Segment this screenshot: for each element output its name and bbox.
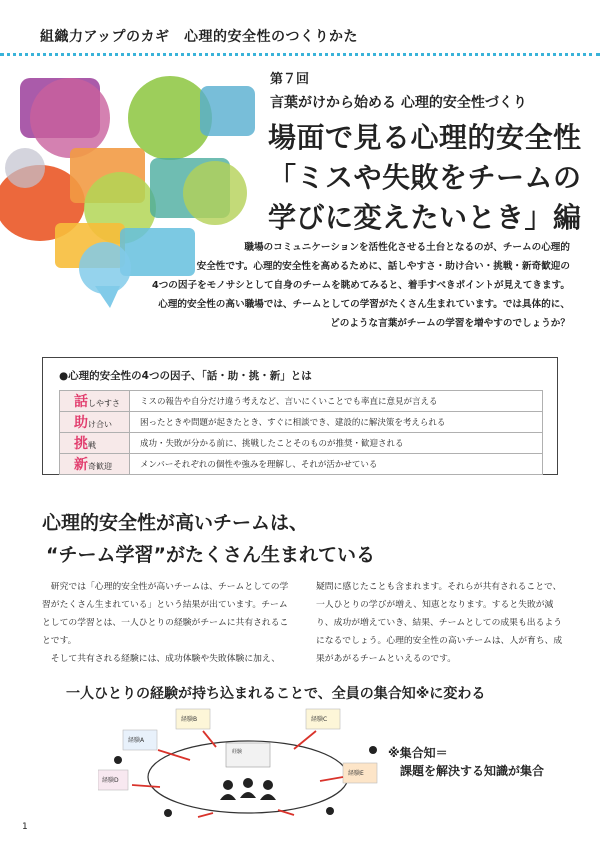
- main-title-line-3: 学びに変えたいとき」編: [268, 201, 582, 234]
- factor-key-big: 助: [74, 415, 88, 431]
- factors-box: [42, 357, 558, 475]
- note-line-2: 課題を解決する知識が集合: [400, 764, 545, 778]
- issue-number: 第７回: [270, 72, 310, 87]
- section-heading-line-1: 心理的安全性が高いチームは、: [42, 512, 309, 534]
- article-subtitle: 言葉がけから始める 心理的安全性づくり: [270, 95, 527, 111]
- team-members-icon: [220, 778, 276, 800]
- experience-label-c: 経験C: [311, 716, 328, 723]
- factor-row: [60, 454, 543, 475]
- body-column-right: [316, 578, 564, 668]
- collective-knowledge-diagram: [98, 705, 398, 820]
- bubble-green-right: [183, 161, 247, 225]
- lead-line-3: 4つの因子をモノサシとして自身のチームを眺めてみると、着手すべきポイントが見えてきます。: [152, 280, 570, 291]
- factor-key-small: け合い: [88, 420, 112, 429]
- factor-desc: メンバーそれぞれの個性や強みを理解し、それが活かせている: [130, 454, 543, 475]
- factor-key: [60, 412, 130, 433]
- bubble-green: [128, 76, 212, 160]
- factors-table: [59, 390, 543, 475]
- lead-paragraph: [100, 238, 570, 333]
- lead-line-5: どのような言葉がチームの学習を増やすのでしょうか？: [330, 318, 570, 329]
- factors-heading: ●心理的安全性の4つの因子、「話・助・挑・新」とは: [59, 370, 312, 382]
- factor-desc: 成功・失敗が分かる前に、挑戦したことそのものが推奨・歓迎される: [130, 433, 543, 454]
- factor-key-big: 新: [74, 457, 88, 473]
- factor-key-small: 戦: [88, 441, 96, 450]
- body-paragraph: そして共有される経験には、成功体験や失敗体験に加え、: [50, 654, 281, 664]
- factor-key-small: 奇歓迎: [88, 462, 112, 471]
- main-title: [268, 118, 582, 238]
- board-label: 経験: [232, 749, 243, 755]
- bubble-magenta: [30, 78, 110, 158]
- experience-label-b: 経験B: [181, 716, 198, 723]
- shared-board: [226, 743, 270, 767]
- factor-desc: ミスの報告や自分だけ違う考えなど、言いにくいことでも率直に意見が言える: [130, 391, 543, 412]
- lead-line-2: 安全性です。心理的安全性を高めるために、話しやすさ・助け合い・挑戦・新奇歓迎の: [196, 261, 570, 272]
- factor-desc: 困ったときや問題が起きたとき、すぐに相談でき、建設的に解決策を考えられる: [130, 412, 543, 433]
- page-number: 1: [22, 822, 28, 832]
- factor-row: [60, 391, 543, 412]
- experience-label-e: 経験E: [348, 770, 364, 777]
- experience-label-a: 経験A: [128, 737, 145, 744]
- experience-label-d: 経験D: [102, 777, 119, 784]
- section-heading-line-2: “チーム学習”がたくさん生まれている: [46, 544, 375, 566]
- factor-key: [60, 391, 130, 412]
- factor-key-big: 話: [74, 394, 88, 410]
- body-paragraph: 研究では「心理的安全性が高いチームは、チームとしての学習がたくさん生まれている」という結果が出ています。チームとしての学習とは、一人ひとりの経験がチームに共有されることです。: [42, 582, 289, 646]
- lead-line-4: 心理的安全性の高い職場では、チームとしての学習がたくさん生まれています。では具体的に、: [158, 299, 570, 310]
- lead-line-1: 職場のコミュニケーションを活性化させる土台となるのが、チームの心理的: [244, 242, 570, 253]
- diagram-title: 一人ひとりの経験が持ち込まれることで、全員の集合知※に変わる: [66, 686, 486, 702]
- factor-key-small: しやすさ: [88, 399, 120, 408]
- series-title: 組織力アップのカギ 心理的安全性のつくりかた: [40, 29, 359, 45]
- body-column-left: [42, 578, 290, 668]
- factor-key-big: 挑: [74, 436, 88, 452]
- main-title-line-2: 「ミスや失敗をチームの: [268, 161, 582, 194]
- note-line-1: ※集合知＝: [388, 746, 448, 760]
- factor-key: [60, 433, 130, 454]
- body-paragraph: 疑問に感じたことも含まれます。それらが共有されることで、一人ひとりの学びが増え、知恵となります。すると失敗が減り、成功が増えていき、結果、チームとしての成果も出るようになるでしょう。心理的安全性の高いチームは、人が育ち、成果があがるチームといえるのです。: [316, 582, 563, 664]
- collective-knowledge-note: [388, 744, 544, 780]
- factor-row: [60, 433, 543, 454]
- main-title-line-1: 場面で見る心理的安全性: [268, 121, 582, 154]
- factor-row: [60, 412, 543, 433]
- factor-key: [60, 454, 130, 475]
- bubble-gray: [5, 148, 45, 188]
- bubble-teal: [200, 86, 255, 136]
- dotted-divider: [0, 53, 600, 56]
